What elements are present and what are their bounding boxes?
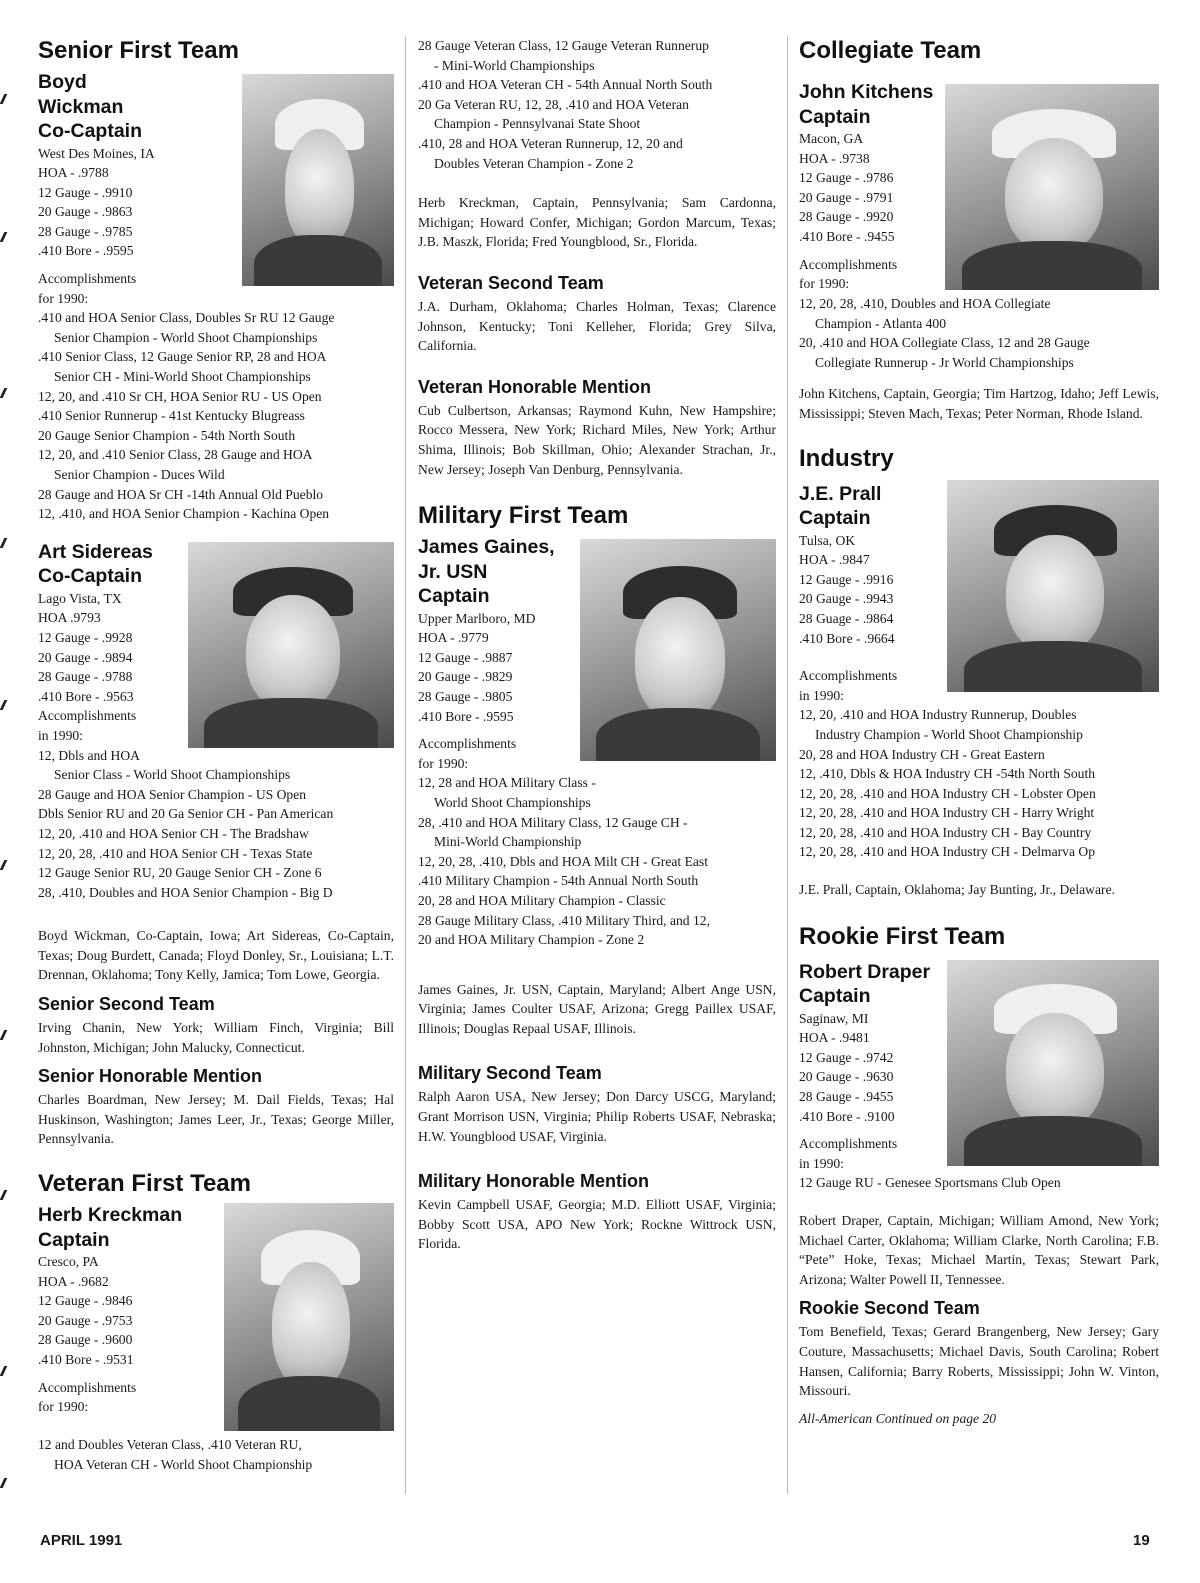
scan-mark: [0, 700, 7, 710]
veteran-second-heading: Veteran Second Team: [418, 272, 604, 293]
profile-boyd-wickman: [38, 70, 394, 524]
profile-title: Captain: [418, 585, 490, 608]
profile-line: 20 Gauge - .9829: [418, 669, 513, 685]
accomplishments-label: in 1990:: [38, 727, 83, 743]
profile-line: West Des Moines, IA: [38, 145, 155, 161]
profile-line: HOA - .9847: [799, 552, 870, 568]
accomplishment-item: .410 Military Champion - 54th Annual North South: [418, 873, 699, 889]
photo-je-prall: [947, 480, 1159, 692]
team-members: Charles Boardman, New Jersey; M. Dail Fields, Texas; Hal Huskinson, Washington; James Leer, Jr., Texas; George Miller, Pennsylvania.: [38, 1092, 394, 1147]
accomplishment-item: .410 Senior Runnerup - 41st Kentucky Blugreass: [38, 408, 305, 424]
profile-line: 28 Gauge - .9455: [799, 1089, 894, 1105]
senior-first-heading: Senior First Team: [38, 37, 239, 64]
profile-line: HOA - .9788: [38, 165, 109, 181]
profile-line: Saginaw, MI: [799, 1010, 869, 1026]
industry-heading: Industry: [799, 444, 894, 472]
accomplishment-item: - Mini-World Championships: [434, 57, 595, 73]
accomplishment-item: Senior Champion - Duces Wild: [54, 467, 225, 482]
scan-mark: [0, 1366, 7, 1376]
profile-line: Tulsa, OK: [799, 532, 856, 548]
profile-line: .410 Bore - .9595: [418, 708, 514, 724]
column-2: [418, 36, 776, 1254]
profile-line: HOA - .9738: [799, 150, 870, 166]
accomplishment-item: 28, .410, Doubles and HOA Senior Champion - Big D: [38, 884, 333, 900]
senior-hm-heading: Senior Honorable Mention: [38, 1066, 263, 1087]
profile-line: Upper Marlboro, MD: [418, 610, 536, 626]
military-first-heading: Military First Team: [418, 502, 629, 530]
accomplishment-item: Champion - Atlanta 400: [815, 315, 947, 331]
profile-name: Herb Kreckman: [38, 1204, 183, 1227]
accomplishment-item: 12, 20, 28, .410 and HOA Industry CH - Delmarva Op: [799, 844, 1096, 860]
accomplishments-label: Accomplishments: [38, 1379, 137, 1395]
accomplishment-item: 20, 28 and HOA Industry CH - Great Eastern: [799, 746, 1045, 762]
team-members: James Gaines, Jr. USN, Captain, Maryland; Albert Ange USN, Virginia; James Coulter USAF, Arizona; Gregg Paillex USAF, Illinois; Douglas Repaal USAF, Illinois.: [418, 981, 776, 1036]
profile-line: HOA - .9481: [799, 1030, 870, 1046]
accomplishments-label: for 1990:: [38, 290, 89, 306]
profile-name: John Kitchens: [799, 81, 934, 103]
profile-line: .410 Bore - .9455: [799, 228, 895, 244]
column-divider: [787, 36, 788, 1494]
accomplishment-item: .410 and HOA Veteran CH - 54th Annual North South: [418, 77, 713, 93]
profile-line: HOA .9793: [38, 610, 101, 626]
column-1: [38, 36, 394, 1474]
accomplishment-item: Senior Class - World Shoot Championships: [54, 767, 291, 783]
profile-line: .410 Bore - .9100: [799, 1108, 895, 1124]
team-members: John Kitchens, Captain, Georgia; Tim Hartzog, Idaho; Jeff Lewis, Mississippi; Steven Mach, Texas; Peter Norman, Rhode Island.: [799, 386, 1159, 421]
profile-je-prall: [799, 478, 1159, 863]
accomplishment-item: Collegiate Runnerup - Jr World Championships: [815, 354, 1074, 370]
profile-john-kitchens: [799, 70, 1159, 372]
profile-herb-kreckman: [38, 1203, 394, 1474]
accomplishment-item: World Shoot Championships: [434, 794, 591, 810]
profile-line: 12 Gauge - .9742: [799, 1049, 894, 1065]
profile-title: Captain: [799, 507, 871, 530]
profile-name: Robert Draper: [799, 960, 931, 983]
accomplishments-label: in 1990:: [799, 687, 844, 703]
rookie-first-heading: Rookie First Team: [799, 922, 1006, 950]
accomplishment-item: Doubles Veteran Champion - Zone 2: [434, 155, 634, 171]
profile-art-sidereas: [38, 540, 394, 903]
accomplishment-item: 20 Gauge Senior Champion - 54th North South: [38, 427, 296, 443]
profile-name: Art Sidereas: [38, 540, 153, 563]
team-members: Kevin Campbell USAF, Georgia; M.D. Elliott USAF, Virginia; Bobby Scott USA, APO New York; Rockne Wittrock USN, Florida.: [418, 1197, 776, 1252]
profile-line: 12 Gauge - .9910: [38, 184, 133, 200]
accomplishments-label: Accomplishments: [799, 256, 898, 272]
profile-line: 20 Gauge - .9943: [799, 591, 894, 607]
accomplishment-item: Dbls Senior RU and 20 Ga Senior CH - Pan American: [38, 806, 334, 822]
profile-line: 20 Gauge - .9630: [799, 1069, 894, 1085]
veteran-hm-heading: Veteran Honorable Mention: [418, 376, 652, 397]
accomplishment-item: 12, 20, 28, .410 and HOA Senior CH - Texas State: [38, 845, 313, 861]
senior-second-heading: Senior Second Team: [38, 994, 215, 1015]
accomplishment-item: Mini-World Championship: [434, 834, 582, 850]
profile-line: .410 Bore - .9531: [38, 1352, 134, 1367]
veteran-first-continued: [418, 36, 776, 173]
accomplishment-item: 12, 20, 28, .410, Dbls and HOA Milt CH - Great East: [418, 853, 708, 869]
profile-title: Co-Captain: [38, 565, 142, 588]
accomplishment-item: .410, 28 and HOA Veteran Runnerup, 12, 20 and: [418, 135, 683, 151]
profile-name: James Gaines,: [418, 536, 555, 559]
accomplishment-item: 28 Gauge Veteran Class, 12 Gauge Veteran Runnerup: [418, 38, 709, 53]
accomplishments-label: for 1990:: [38, 1399, 89, 1415]
team-members: Herb Kreckman, Captain, Pennsylvania; Sam Cardonna, Michigan; Howard Confer, Michigan; Gordon Marcum, Texas; J.B. Maszk, Florida; Fred Youngblood, Sr., Florida.: [418, 195, 776, 250]
team-members: Tom Benefield, Texas; Gerard Brangenberg, New Jersey; Gary Couture, Massachusetts; Michael Davis, South Carolina; Robert Hansen, California; Barry Roberts, Mississippi; John W. Vinton, Missouri.: [799, 1324, 1159, 1399]
accomplishment-item: .410 and HOA Senior Class, Doubles Sr RU 12 Gauge: [38, 310, 335, 326]
accomplishment-item: .410 Senior Class, 12 Gauge Senior RP, 28 and HOA: [38, 349, 327, 365]
profile-robert-draper: [799, 956, 1159, 1193]
profile-line: 12 Gauge - .9786: [799, 170, 894, 186]
accomplishments-label: for 1990:: [418, 755, 469, 771]
profile-name: Boyd: [38, 71, 87, 93]
profile-line: .410 Bore - .9664: [799, 630, 895, 646]
accomplishments-label: in 1990:: [799, 1155, 844, 1171]
scan-mark: [0, 860, 7, 870]
team-members: Robert Draper, Captain, Michigan; William Amond, New York; Michael Carter, Oklahoma; William Clarke, North Carolina; F.B. “Pete” Hoke, Texas; Michael Martin, Texas; Stewart Park, Arizona; Walter Powell II, Tennessee.: [799, 1213, 1159, 1287]
photo-james-gaines: [580, 539, 776, 761]
accomplishments-label: Accomplishments: [799, 668, 898, 684]
veteran-first-heading: Veteran First Team: [38, 1170, 251, 1198]
profile-title: Captain: [799, 105, 871, 128]
profile-line: Lago Vista, TX: [38, 590, 122, 606]
profile-line: Cresco, PA: [38, 1254, 99, 1270]
team-members: J.E. Prall, Captain, Oklahoma; Jay Bunting, Jr., Delaware.: [799, 882, 1115, 898]
accomplishment-item: 12, 28 and HOA Military Class -: [418, 775, 596, 791]
accomplishment-list: [38, 765, 394, 902]
accomplishment-item: 20 Ga Veteran RU, 12, 28, .410 and HOA Veteran: [418, 96, 689, 112]
accomplishment-item: 12, 20, .410 and HOA Senior CH - The Bradshaw: [38, 825, 309, 841]
profile-title: Co-Captain: [38, 120, 142, 142]
accomplishment-item: 20 and HOA Military Champion - Zone 2: [418, 932, 645, 948]
accomplishment-item: 12 Gauge Senior RU, 20 Gauge Senior CH - Zone 6: [38, 865, 322, 881]
accomplishment-item: 28 Gauge and HOA Sr CH -14th Annual Old Pueblo: [38, 486, 324, 502]
profile-line: 28 Gauge - .9788: [38, 669, 133, 685]
profile-line: .410 Bore - .9563: [38, 688, 134, 704]
profile-line: HOA - .9682: [38, 1273, 109, 1289]
profile-line: .410 Bore - .9595: [38, 243, 134, 259]
team-members: Boyd Wickman, Co-Captain, Iowa; Art Sidereas, Co-Captain, Texas; Doug Burdett, Canada; Floyd Donley, Sr., Louisiana; L.T. Drennan, Oklahoma; Tony Kelly, Jamica; Tom Lowe, Georgia.: [38, 928, 394, 983]
profile-james-gaines: [418, 535, 776, 950]
team-members: J.A. Durham, Oklahoma; Charles Holman, Texas; Clarence Johnson, Kentucky; Toni Kelleher, Florida; Grey Silva, California.: [418, 298, 776, 354]
profile-line: HOA - .9779: [418, 630, 489, 646]
profile-title: Captain: [799, 985, 871, 1008]
photo-robert-draper: [947, 960, 1159, 1166]
accomplishment-item: 28 Gauge and HOA Senior Champion - US Open: [38, 786, 307, 802]
accomplishment-item: 12, 20, 28, .410, Doubles and HOA Collegiate: [799, 296, 1051, 311]
accomplishments-label: for 1990:: [799, 276, 850, 292]
accomplishment-item: 12, 20, 28, .410 and HOA Industry CH - Bay Country: [799, 824, 1092, 840]
rookie-second-heading: Rookie Second Team: [799, 1298, 980, 1319]
accomplishment-item: 12, 20, 28, .410 and HOA Industry CH - Harry Wright: [799, 805, 1095, 821]
photo-boyd-wickman: [242, 74, 394, 286]
photo-art-sidereas: [188, 542, 394, 748]
accomplishment-item: Senior CH - Mini-World Shoot Championships: [54, 369, 311, 385]
accomplishments-label: Accomplishments: [799, 1136, 898, 1152]
continued-note: All-American Continued on page 20: [799, 1410, 997, 1426]
scan-mark: [0, 232, 7, 242]
accomplishments-label: Accomplishments: [38, 271, 137, 287]
profile-line: 12 Gauge - .9928: [38, 629, 133, 645]
column-3: [799, 36, 1159, 1428]
military-hm-heading: Military Honorable Mention: [418, 1171, 650, 1192]
profile-line: 28 Guage - .9864: [799, 610, 894, 626]
accomplishment-item: 12 Gauge RU - Genesee Sportsmans Club Open: [799, 1175, 1061, 1191]
team-members: Ralph Aaron USA, New Jersey; Don Darcy USCG, Maryland; Grant Morrison USN, Virginia; Philip Roberts USAF, Nebraska; H.W. Youngblood USAF, Virginia.: [418, 1089, 776, 1144]
profile-line: 28 Gauge - .9600: [38, 1332, 133, 1348]
accomplishment-item: HOA Veteran CH - World Shoot Championship: [54, 1456, 313, 1472]
accomplishment-item: Senior Champion - World Shoot Championships: [54, 329, 318, 345]
profile-line: 20 Gauge - .9894: [38, 649, 133, 665]
column-divider: [405, 36, 406, 1494]
profile-line: 28 Gauge - .9920: [799, 209, 894, 225]
profile-line: 12 Gauge - .9887: [418, 649, 513, 665]
collegiate-heading: Collegiate Team: [799, 37, 982, 64]
scan-mark: [0, 1030, 7, 1040]
profile-name: Jr. USN: [418, 560, 488, 583]
accomplishment-item: 12, 20, 28, .410 and HOA Industry CH - Lobster Open: [799, 785, 1096, 801]
scan-mark: [0, 538, 7, 548]
scan-mark: [0, 1190, 7, 1200]
profile-line: 28 Gauge - .9785: [38, 223, 133, 239]
accomplishment-item: Champion - Pennsylvanai State Shoot: [434, 116, 641, 132]
profile-title: Captain: [38, 1228, 110, 1251]
profile-line: 20 Gauge - .9863: [38, 204, 133, 220]
accomplishment-item: 28 Gauge Military Class, .410 Military Third, and 12,: [418, 912, 710, 928]
scan-mark: [0, 388, 7, 398]
profile-line: 20 Gauge - .9791: [799, 189, 894, 205]
accomplishment-list: [38, 308, 394, 524]
scan-mark: [0, 1478, 7, 1488]
scan-mark: [0, 94, 7, 104]
accomplishment-item: 12, 20, and .410 Senior Class, 28 Gauge and HOA: [38, 447, 313, 463]
accomplishment-item: 20, .410 and HOA Collegiate Class, 12 and 28 Gauge: [799, 335, 1090, 351]
profile-name: Wickman: [38, 95, 124, 118]
profile-line: Macon, GA: [799, 131, 864, 146]
accomplishment-item: 12, Dbls and HOA: [38, 747, 140, 763]
accomplishment-item: 12, 20, .410 and HOA Industry Runnerup, Doubles: [799, 707, 1077, 723]
profile-line: 20 Gauge - .9753: [38, 1312, 133, 1328]
accomplishment-item: 12, .410, and HOA Senior Champion - Kachina Open: [38, 506, 330, 522]
issue-date: APRIL 1991: [40, 1532, 123, 1549]
military-second-heading: Military Second Team: [418, 1063, 602, 1084]
accomplishments-label: Accomplishments: [38, 708, 137, 724]
accomplishment-item: 12, .410, Dbls & HOA Industry CH -54th North South: [799, 766, 1096, 782]
accomplishment-item: 12 and Doubles Veteran Class, .410 Veteran RU,: [38, 1437, 302, 1453]
accomplishment-item: 20, 28 and HOA Military Champion - Classic: [418, 892, 666, 908]
page-number: 19: [1133, 1532, 1150, 1549]
profile-name: J.E. Prall: [799, 482, 882, 505]
team-members: Irving Chanin, New York; William Finch, Virginia; Bill Johnston, Michigan; John Malucky, Connecticut.: [38, 1020, 394, 1055]
accomplishment-item: 12, 20, and .410 Sr CH, HOA Senior RU - US Open: [38, 388, 322, 404]
photo-herb-kreckman: [224, 1203, 394, 1431]
photo-john-kitchens: [945, 84, 1159, 290]
accomplishment-item: 28, .410 and HOA Military Class, 12 Gauge CH -: [418, 814, 688, 830]
accomplishments-label: Accomplishments: [418, 736, 517, 752]
profile-line: 12 Gauge - .9846: [38, 1293, 133, 1309]
profile-line: 12 Gauge - .9916: [799, 571, 894, 587]
profile-line: 28 Gauge - .9805: [418, 688, 513, 704]
accomplishment-item: Industry Champion - World Shoot Championship: [815, 726, 1083, 742]
team-members: Cub Culbertson, Arkansas; Raymond Kuhn, New Hampshire; Rocco Messera, New York; Richard Miles, New York; Arthur Shima, Illinois; Bob Skillman, Ohio; Alexander Strachan, Jr., New Jersey; Joseph Van Denburg, Pennsylvania.: [418, 402, 776, 477]
